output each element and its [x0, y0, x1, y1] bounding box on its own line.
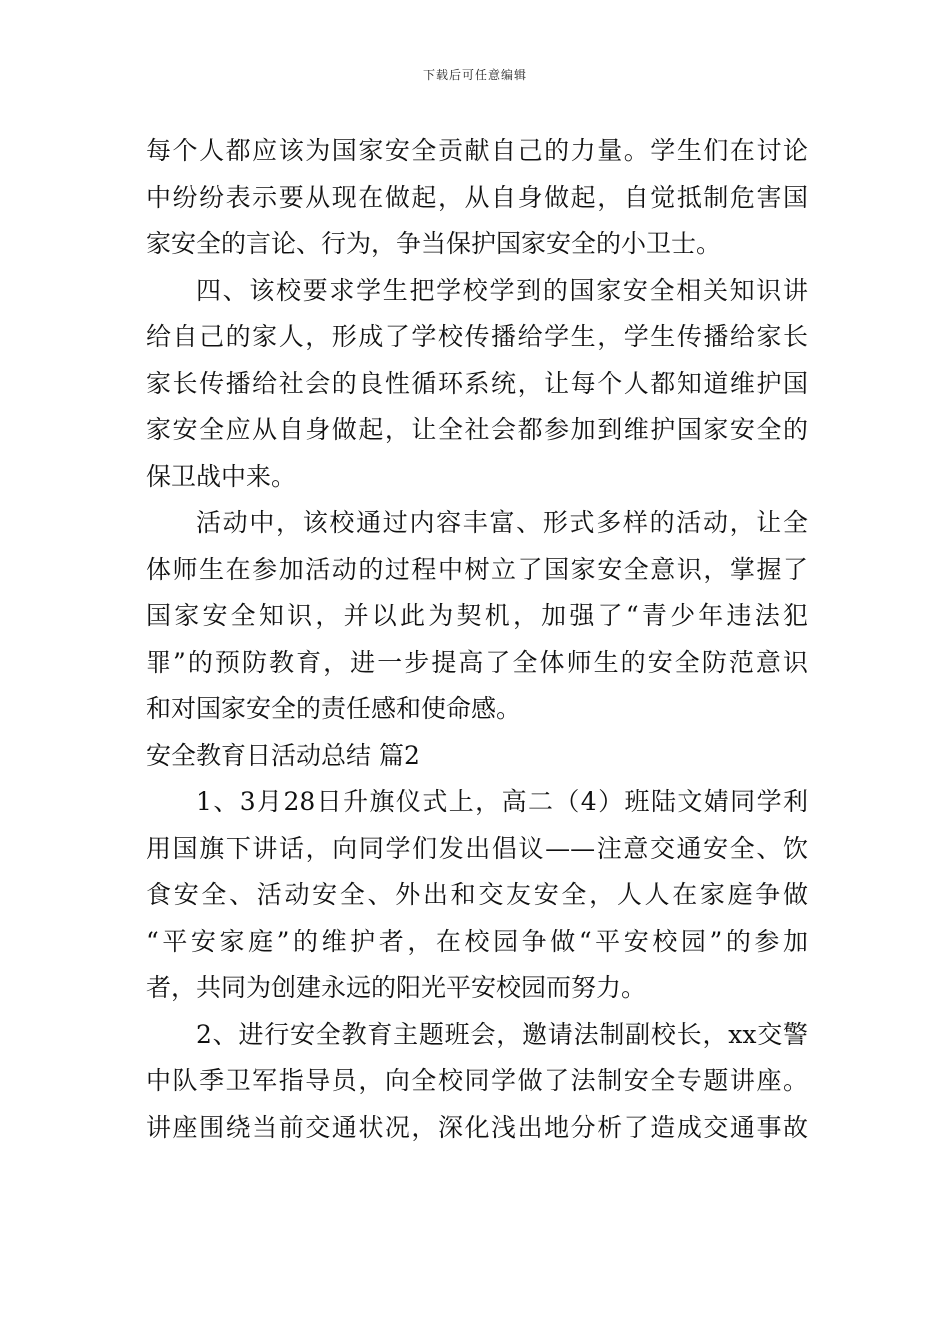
- text-line-1: 每个人都应该为国家安全贡献自己的力量。学生们在讨论: [146, 136, 808, 165]
- page-header: 下载后可任意编辑: [422, 68, 527, 82]
- text-line-6: 家长传播给社会的良性循环系统，让每个人都知道维护国: [146, 368, 808, 398]
- document-body: [146, 128, 808, 1151]
- text-line-19: 者，共同为创建永远的阳光平安校园而努力。: [146, 973, 647, 1002]
- text-line-22: 讲座围绕当前交通状况，深化浅出地分析了造成交通事故: [146, 1112, 808, 1142]
- text-line-12: 罪”的预防教育，进一步提高了全体师生的安全防范意识: [146, 647, 808, 677]
- text-line-18: “平安家庭”的维护者，在校园争做“平安校园”的参加: [146, 926, 808, 956]
- text-line-21: 中队季卫军指导员，向全校同学做了法制安全专题讲座。: [146, 1066, 808, 1095]
- text-line-16: 用国旗下讲话，向同学们发出倡议——注意交通安全、饮: [146, 833, 808, 863]
- text-line-15: 1、3月28日升旗仪式上，高二（4）班陆文婧同学利: [196, 787, 808, 816]
- text-line-3: 家安全的言论、行为，争当保护国家安全的小卫士。: [146, 229, 722, 258]
- text-line-2: 中纷纷表示要从现在做起，从自身做起，自觉抵制危害国: [146, 182, 808, 212]
- text-line-17: 食安全、活动安全、外出和交友安全，人人在家庭争做: [146, 880, 808, 909]
- section-heading: 安全教育日活动总结 篇2: [146, 740, 420, 770]
- text-line-20: 2、进行安全教育主题班会，邀请法制副校长，xx交警: [196, 1019, 808, 1049]
- text-line-9: 活动中，该校通过内容丰富、形式多样的活动，让全: [196, 508, 808, 537]
- text-line-10: 体师生在参加活动的过程中树立了国家安全意识，掌握了: [146, 554, 808, 584]
- text-line-7: 家安全应从自身做起，让全社会都参加到维护国家安全的: [146, 415, 808, 444]
- text-line-8: 保卫战中来。: [146, 461, 297, 491]
- text-line-11: 国家安全知识，并以此为契机，加强了“青少年违法犯: [146, 601, 808, 630]
- text-line-4: 四、该校要求学生把学校学到的国家安全相关知识讲: [196, 275, 808, 305]
- text-line-5: 给自己的家人，形成了学校传播给学生，学生传播给家长: [146, 322, 808, 351]
- text-line-13: 和对国家安全的责任感和使命感。: [146, 694, 522, 723]
